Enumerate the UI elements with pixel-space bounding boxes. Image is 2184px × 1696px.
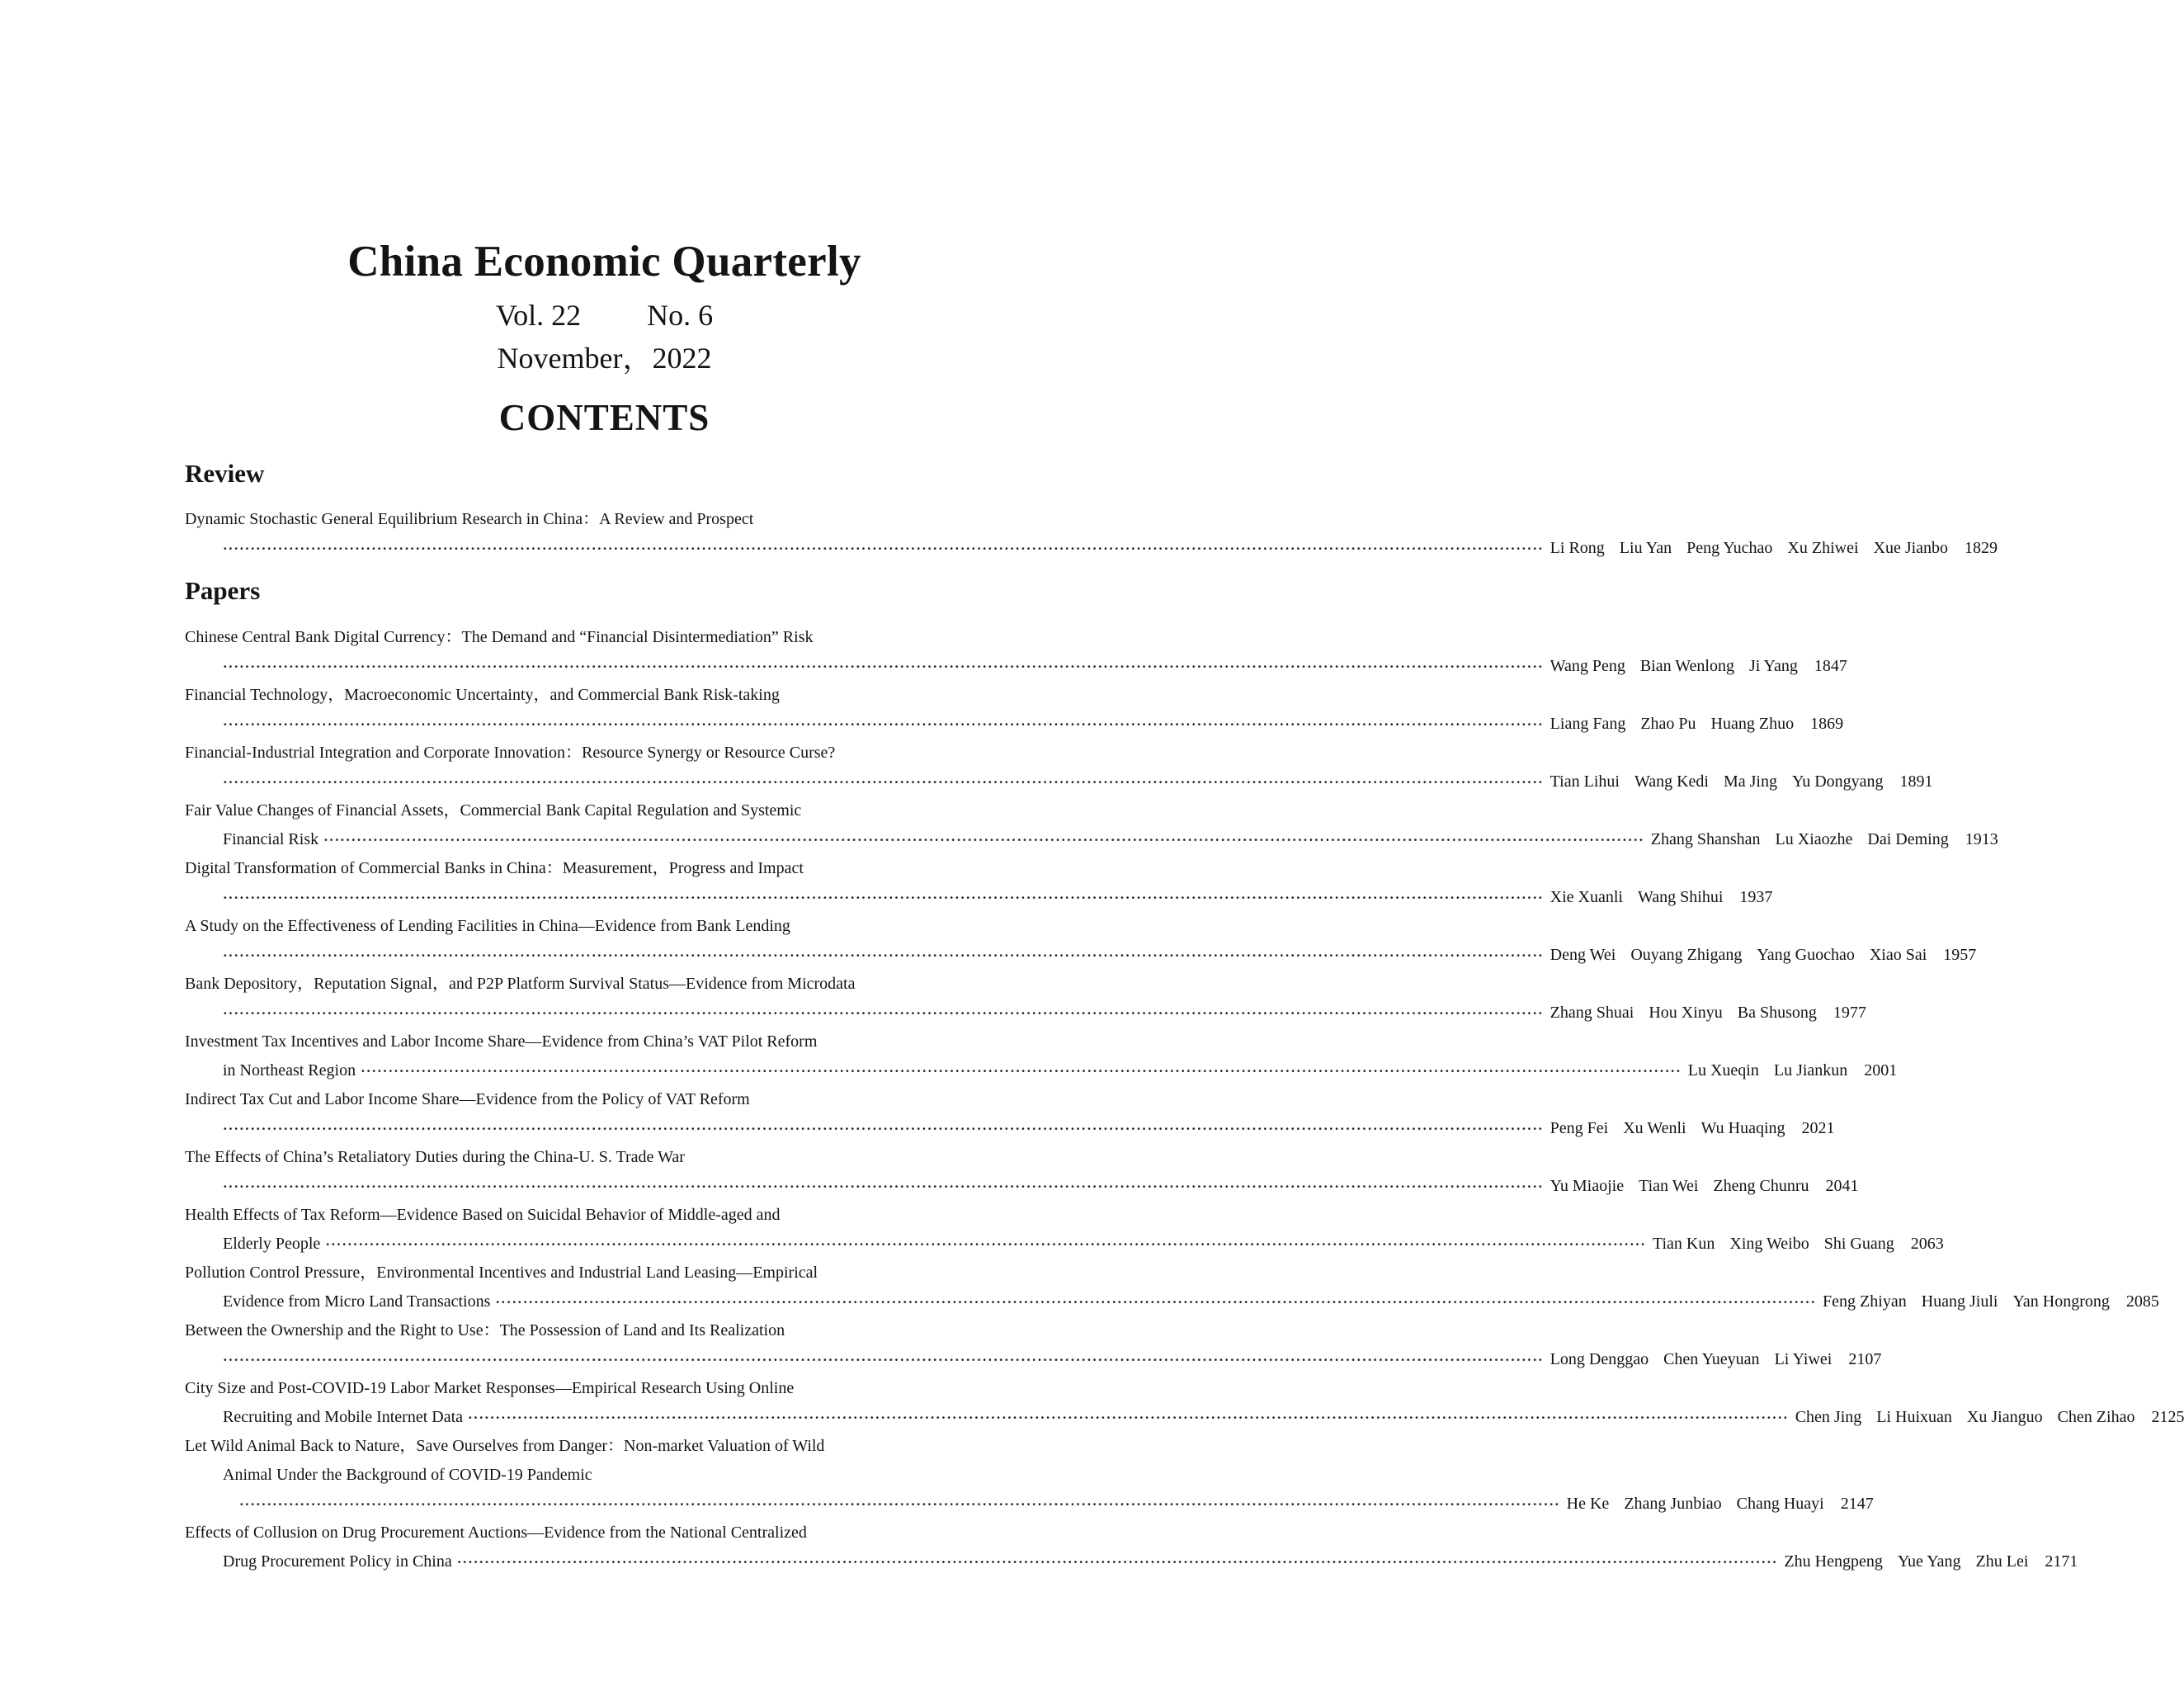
author-list xyxy=(1550,1172,1809,1201)
page-number: 1847 xyxy=(1814,657,1847,675)
author-list xyxy=(1651,825,1949,854)
article-title: Let Wild Animal Back to Nature，Save Ourselves from Danger：Non-market Valuation of Wild xyxy=(185,1437,825,1455)
article-title-continued: Financial Risk xyxy=(223,830,319,848)
author-row xyxy=(185,1490,1874,1519)
dot-leader: ················································································································································································································································ xyxy=(223,774,1544,790)
author-list xyxy=(1550,652,1798,681)
toc-entry xyxy=(185,681,1844,739)
article-title: A Study on the Effectiveness of Lending Facilities in China—Evidence from Bank Lending xyxy=(185,917,790,935)
author-name: Xu Jianguo xyxy=(1966,1408,2043,1426)
author-row xyxy=(185,710,1844,739)
page-number: 2085 xyxy=(2125,1292,2159,1311)
author-row xyxy=(185,825,1998,854)
author-list xyxy=(1784,1547,2028,1576)
article-title: Indirect Tax Cut and Labor Income Share—Evidence from the Policy of VAT Reform xyxy=(185,1090,750,1108)
page-number: 1957 xyxy=(1943,946,1977,964)
dot-leader: ················································································································································································································································ xyxy=(223,541,1544,556)
author-name: Xie Xuanli xyxy=(1550,888,1623,906)
dot-leader: ················································································································································································································································ xyxy=(223,1121,1544,1136)
author-list xyxy=(1653,1230,1894,1259)
author-name: Bian Wenlong xyxy=(1639,657,1734,675)
author-list xyxy=(1550,768,1884,796)
dot-leader: ················································································································································································································································ xyxy=(323,832,1644,848)
toc-entry xyxy=(185,1519,2078,1576)
author-name: Xing Weibo xyxy=(1729,1235,1809,1253)
author-name: Zhang Shanshan xyxy=(1650,830,1761,848)
article-title: The Effects of China’s Retaliatory Duties during the China-U. S. Trade War xyxy=(185,1148,685,1166)
author-name: Yu Miaojie xyxy=(1550,1177,1625,1195)
author-name: Yan Hongrong xyxy=(2012,1292,2110,1311)
author-row xyxy=(185,883,1773,912)
dot-leader: ················································································································································································································································ xyxy=(223,659,1544,674)
author-row xyxy=(185,652,1847,681)
dot-leader: ················································································································································································································································ xyxy=(325,1236,1646,1252)
toc-entry xyxy=(185,1085,1835,1143)
author-list xyxy=(1567,1490,1824,1519)
page-number: 1869 xyxy=(1810,715,1844,733)
article-title: Between the Ownership and the Right to Use：The Possession of Land and Its Realization xyxy=(185,1321,785,1339)
author-name: Li Yiwei xyxy=(1774,1350,1833,1368)
toc-entry xyxy=(185,796,1998,854)
author-row xyxy=(185,1547,2078,1576)
review-entries xyxy=(185,505,1998,563)
article-title: Pollution Control Pressure，Environmental Incentives and Industrial Land Leasing—Empirical xyxy=(185,1264,818,1282)
toc-entry xyxy=(185,623,1847,681)
toc-entry xyxy=(185,505,1998,563)
author-name: Lu Jiankun xyxy=(1773,1061,1848,1079)
author-name: Deng Wei xyxy=(1550,946,1616,964)
author-name: Chang Huayi xyxy=(1736,1495,1824,1513)
author-name: Yue Yang xyxy=(1897,1552,1961,1571)
issue-number-label: No. 6 xyxy=(647,299,714,332)
author-row xyxy=(185,999,1866,1028)
author-list xyxy=(1550,710,1794,739)
author-list xyxy=(1550,999,1817,1028)
author-name: Xu Zhiwei xyxy=(1787,539,1859,557)
article-title: Investment Tax Incentives and Labor Income Share—Evidence from China’s VAT Pilot Reform xyxy=(185,1032,818,1051)
toc-entry xyxy=(185,912,1977,970)
author-name: Zhu Lei xyxy=(1975,1552,2029,1571)
toc-entry xyxy=(185,970,1866,1028)
toc-entry xyxy=(185,1316,1882,1374)
author-row xyxy=(185,1172,1859,1201)
article-title-continued: Evidence from Micro Land Transactions xyxy=(223,1292,491,1311)
article-title-continued: in Northeast Region xyxy=(223,1061,356,1079)
author-row xyxy=(185,1114,1835,1143)
contents-heading: CONTENTS xyxy=(498,397,710,438)
author-row xyxy=(185,1230,1944,1259)
toc-entry xyxy=(185,1201,1944,1259)
author-name: Ma Jing xyxy=(1723,772,1777,791)
author-name: Xiao Sai xyxy=(1869,946,1927,964)
dot-leader: ················································································································································································································································ xyxy=(456,1554,1778,1570)
author-list xyxy=(1550,1345,1833,1374)
author-name: Wang Peng xyxy=(1550,657,1625,675)
article-title-continued: Drug Procurement Policy in China xyxy=(223,1552,452,1571)
dot-leader: ················································································································································································································································ xyxy=(223,890,1544,905)
article-title: Health Effects of Tax Reform—Evidence Based on Suicidal Behavior of Middle-aged and xyxy=(185,1206,781,1224)
author-list xyxy=(1823,1287,2110,1316)
dot-leader: ················································································································································································································································ xyxy=(223,716,1544,732)
author-row xyxy=(185,1345,1882,1374)
page-number: 1829 xyxy=(1965,539,1998,557)
section-heading-papers: Papers xyxy=(185,576,261,605)
toc-entry xyxy=(185,1432,1874,1519)
page-number: 1891 xyxy=(1899,772,1933,791)
article-title: Financial-Industrial Integration and Corporate Innovation：Resource Synergy or Resource Curse? xyxy=(185,744,836,762)
author-list xyxy=(1550,941,1927,970)
issue-line xyxy=(0,297,1209,333)
author-name: Wang Shihui xyxy=(1637,888,1724,906)
author-row xyxy=(185,1056,1898,1085)
page-number: 2021 xyxy=(1801,1119,1835,1137)
dot-leader: ················································································································································································································································ xyxy=(223,1005,1544,1021)
article-title: City Size and Post-COVID-19 Labor Market Responses—Empirical Research Using Online xyxy=(185,1379,795,1397)
author-name: Zhang Junbiao xyxy=(1624,1495,1722,1513)
article-title-continued: Elderly People xyxy=(223,1235,321,1253)
author-name: Hou Xinyu xyxy=(1649,1004,1723,1022)
author-row xyxy=(185,1287,2159,1316)
author-name: Yu Dongyang xyxy=(1791,772,1884,791)
author-name: Dai Deming xyxy=(1867,830,1949,848)
page-number: 1937 xyxy=(1739,888,1773,906)
toc-entry xyxy=(185,854,1773,912)
author-name: Wang Kedi xyxy=(1634,772,1709,791)
author-name: Liang Fang xyxy=(1550,715,1626,733)
page-number: 2147 xyxy=(1840,1495,1874,1513)
author-name: Ji Yang xyxy=(1748,657,1798,675)
journal-title: China Economic Quarterly xyxy=(347,238,861,286)
author-name: Wu Huaqing xyxy=(1701,1119,1785,1137)
article-title: Bank Depository，Reputation Signal，and P2P Platform Survival Status—Evidence from Microdata xyxy=(185,975,856,993)
author-name: Li Rong xyxy=(1550,539,1605,557)
author-name: Chen Zihao xyxy=(2057,1408,2135,1426)
author-name: Shi Guang xyxy=(1823,1235,1894,1253)
toc-entry xyxy=(185,1028,1898,1085)
author-name: Tian Wei xyxy=(1639,1177,1699,1195)
dot-leader: ················································································································································································································································ xyxy=(361,1063,1682,1079)
page-number: 2041 xyxy=(1825,1177,1859,1195)
dot-leader: ················································································································································································································································ xyxy=(223,947,1544,963)
page-number: 1977 xyxy=(1833,1004,1866,1022)
author-name: Yang Guochao xyxy=(1757,946,1855,964)
article-title: Digital Transformation of Commercial Banks in China：Measurement，Progress and Impact xyxy=(185,859,804,877)
page-number: 1913 xyxy=(1965,830,1998,848)
author-row xyxy=(185,1403,2184,1432)
section-heading-review: Review xyxy=(185,459,265,488)
author-name: Tian Kun xyxy=(1652,1235,1715,1253)
toc-entry xyxy=(185,1143,1859,1201)
author-row xyxy=(185,534,1998,563)
author-name: Tian Lihui xyxy=(1550,772,1620,791)
article-title: Chinese Central Bank Digital Currency：The Demand and “Financial Disintermediation” Risk xyxy=(185,628,814,646)
author-row xyxy=(185,941,1977,970)
issue-date: November，2022 xyxy=(497,342,712,375)
author-name: Xu Wenli xyxy=(1623,1119,1686,1137)
page-number: 2063 xyxy=(1910,1235,1944,1253)
page-number: 2125 xyxy=(2151,1408,2184,1426)
author-name: Lu Xiaozhe xyxy=(1775,830,1853,848)
author-name: Liu Yan xyxy=(1619,539,1672,557)
article-title: Effects of Collusion on Drug Procurement Auctions—Evidence from the National Centralized xyxy=(185,1524,807,1542)
article-title-continued: Recruiting and Mobile Internet Data xyxy=(223,1408,464,1426)
page-number: 2107 xyxy=(1848,1350,1882,1368)
toc-entry xyxy=(185,1259,2159,1316)
author-name: Chen Yueyuan xyxy=(1663,1350,1760,1368)
article-title-continued: Animal Under the Background of COVID-19 Pandemic xyxy=(223,1466,592,1484)
dot-leader: ················································································································································································································································ xyxy=(223,1352,1544,1368)
author-name: Lu Xueqin xyxy=(1687,1061,1759,1079)
author-name: He Ke xyxy=(1566,1495,1610,1513)
author-list xyxy=(1550,534,1948,563)
author-list xyxy=(1795,1403,2135,1432)
article-title: Financial Technology，Macroeconomic Uncertainty，and Commercial Bank Risk-taking xyxy=(185,686,780,704)
author-name: Zheng Chunru xyxy=(1713,1177,1809,1195)
dot-leader: ················································································································································································································································ xyxy=(239,1496,1560,1512)
author-name: Huang Jiuli xyxy=(1921,1292,1998,1311)
author-name: Huang Zhuo xyxy=(1710,715,1795,733)
author-name: Ouyang Zhigang xyxy=(1630,946,1743,964)
author-list xyxy=(1550,883,1724,912)
author-name: Peng Yuchao xyxy=(1686,539,1773,557)
page-number: 2001 xyxy=(1864,1061,1898,1079)
author-name: Zhang Shuai xyxy=(1550,1004,1634,1022)
author-name: Peng Fei xyxy=(1550,1119,1609,1137)
article-title: Fair Value Changes of Financial Assets，Commercial Bank Capital Regulation and Systemic xyxy=(185,801,802,820)
author-name: Ba Shusong xyxy=(1737,1004,1817,1022)
volume-label: Vol. 22 xyxy=(495,299,582,332)
author-name: Feng Zhiyan xyxy=(1823,1292,1907,1311)
dot-leader: ················································································································································································································································ xyxy=(468,1410,1789,1425)
dot-leader: ················································································································································································································································ xyxy=(495,1294,1817,1310)
author-name: Li Huixuan xyxy=(1876,1408,1952,1426)
author-name: Xue Jianbo xyxy=(1873,539,1949,557)
toc-entry xyxy=(185,739,1933,796)
author-list xyxy=(1688,1056,1848,1085)
author-name: Long Denggao xyxy=(1550,1350,1649,1368)
author-name: Zhao Pu xyxy=(1640,715,1696,733)
author-name: Chen Jing xyxy=(1795,1408,1862,1426)
article-title: Dynamic Stochastic General Equilibrium Research in China：A Review and Prospect xyxy=(185,510,754,528)
author-row xyxy=(185,768,1933,796)
author-list xyxy=(1550,1114,1785,1143)
author-name: Zhu Hengpeng xyxy=(1784,1552,1883,1571)
papers-entries xyxy=(185,623,2184,1576)
dot-leader: ················································································································································································································································ xyxy=(223,1179,1544,1194)
toc-entry xyxy=(185,1374,2184,1432)
page-number: 2171 xyxy=(2045,1552,2078,1571)
